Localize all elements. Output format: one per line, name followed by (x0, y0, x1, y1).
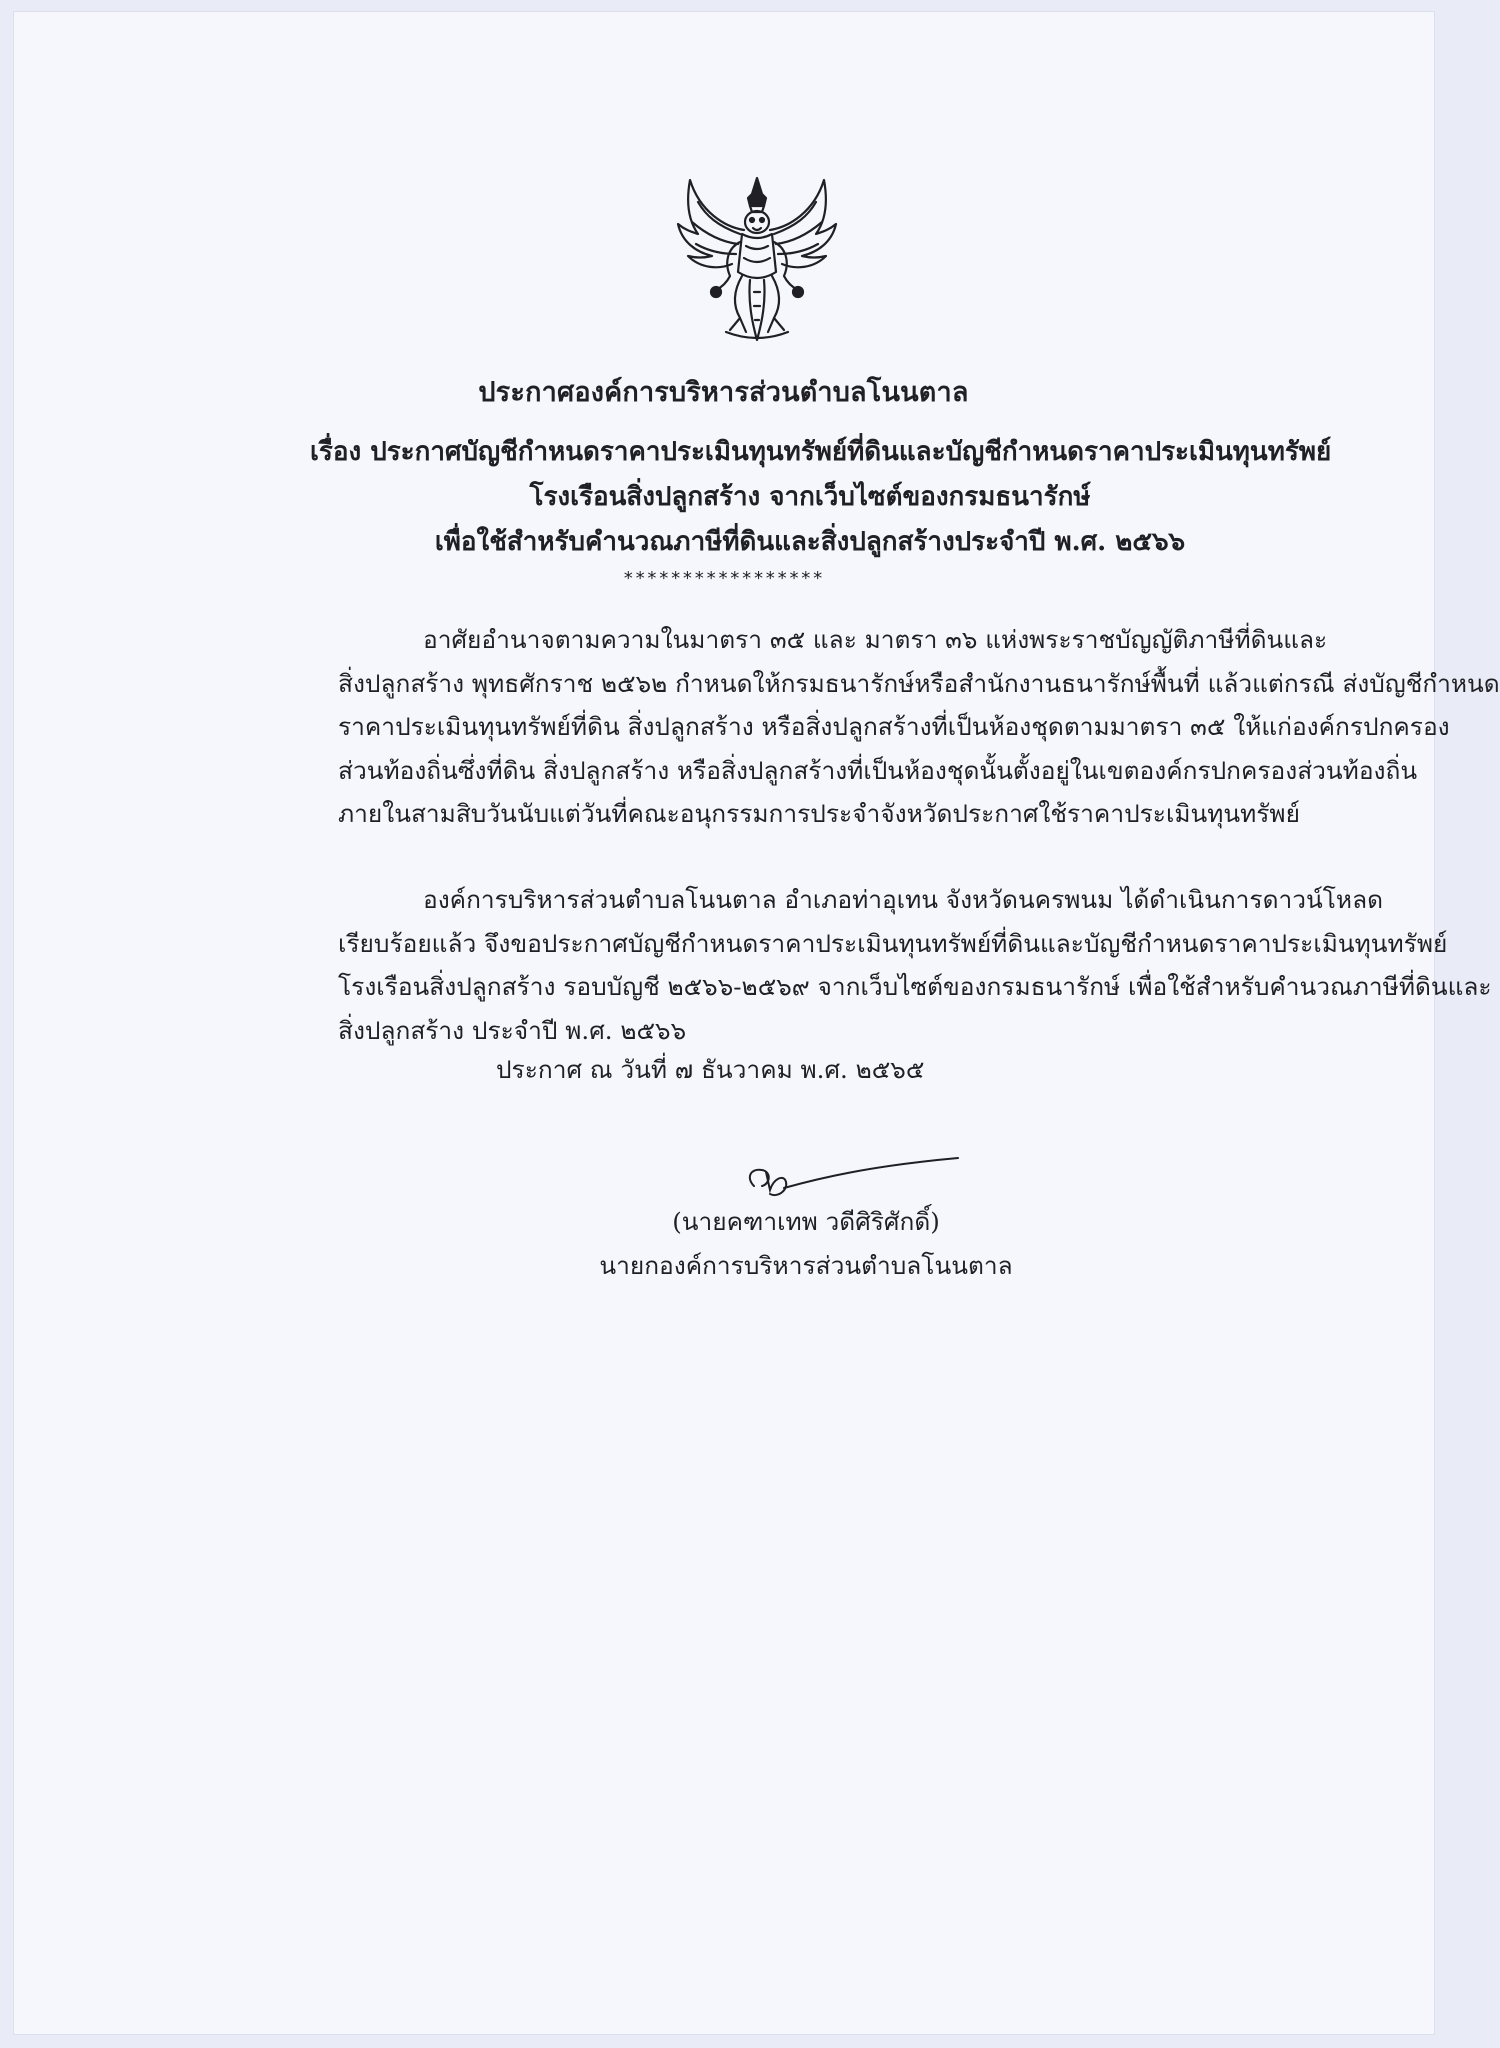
subject-line: เพื่อใช้สำหรับคำนวณภาษีที่ดินและสิ่งปลูกสร้างประจำปี พ.ศ. ๒๕๖๖ (434, 527, 1186, 557)
paragraph-2 (338, 878, 1492, 1052)
signer-block (596, 1200, 1016, 1288)
paragraph-line: อาศัยอำนาจตามความในมาตรา ๓๕ และ มาตรา ๓๖ แห่งพระราชบัญญัติภาษีที่ดินและ (423, 625, 1328, 654)
paragraph-line: ภายในสามสิบวันนับแต่วันที่คณะอนุกรรมการประจำจังหวัดประกาศใช้ราคาประเมินทุนทรัพย์ (338, 799, 1300, 828)
paragraph-line: สิ่งปลูกสร้าง ประจำปี พ.ศ. ๒๕๖๖ (338, 1015, 687, 1045)
paragraph-line: สิ่งปลูกสร้าง พุทธศักราช ๒๕๖๒ กำหนดให้กรมธนารักษ์หรือสำนักงานธนารักษ์พื้นที่ แล้วแต่กรณี ส่งบัญชีกำหนด (338, 668, 1500, 698)
paragraph-1 (338, 618, 1500, 836)
garuda-emblem-icon (670, 172, 845, 347)
document-title: ประกาศองค์การบริหารส่วนตำบลโนนตาล (478, 377, 969, 408)
subject-line: โรงเรือนสิ่งปลูกสร้าง จากเว็บไซต์ของกรมธนารักษ์ (529, 482, 1091, 512)
paragraph-line: เรียบร้อยแล้ว จึงขอประกาศบัญชีกำหนดราคาประเมินทุนทรัพย์ที่ดินและบัญชีกำหนดราคาประเมินทุนทรัพย์ (338, 928, 1448, 958)
separator: ***************** (622, 568, 825, 589)
handwritten-signature (740, 1148, 970, 1208)
document-subject (310, 430, 1332, 565)
paragraph-line: องค์การบริหารส่วนตำบลโนนตาล อำเภอท่าอุเทน จังหวัดนครพนม ได้ดำเนินการดาวน์โหลด (423, 885, 1383, 914)
paragraph-line: ส่วนท้องถิ่นซึ่งที่ดิน สิ่งปลูกสร้าง หรือสิ่งปลูกสร้างที่เป็นห้องชุดนั้นตั้งอยู่ในเขตองค์กรปกครองส่วนท้องถิ่น (338, 755, 1418, 785)
paragraph-line: ราคาประเมินทุนทรัพย์ที่ดิน สิ่งปลูกสร้าง หรือสิ่งปลูกสร้างที่เป็นห้องชุดตามมาตรา ๓๕ ให้แก่องค์กรปกครอง (338, 712, 1450, 741)
announcement-date: ประกาศ ณ วันที่ ๗ ธันวาคม พ.ศ. ๒๕๖๕ (496, 1055, 925, 1084)
signer-position: นายกองค์การบริหารส่วนตำบลโนนตาล (599, 1251, 1013, 1280)
paragraph-line: โรงเรือนสิ่งปลูกสร้าง รอบบัญชี ๒๕๖๖-๒๕๖๙ จากเว็บไซต์ของกรมธนารักษ์ เพื่อใช้สำหรับคำนวณภาษีที่ดินและ (338, 972, 1492, 1001)
signer-name: (นายคฑาเทพ วดีศิริศักดิ์) (672, 1207, 940, 1236)
subject-line: เรื่อง ประกาศบัญชีกำหนดราคาประเมินทุนทรัพย์ที่ดินและบัญชีกำหนดราคาประเมินทุนทรัพย์ (310, 437, 1332, 467)
